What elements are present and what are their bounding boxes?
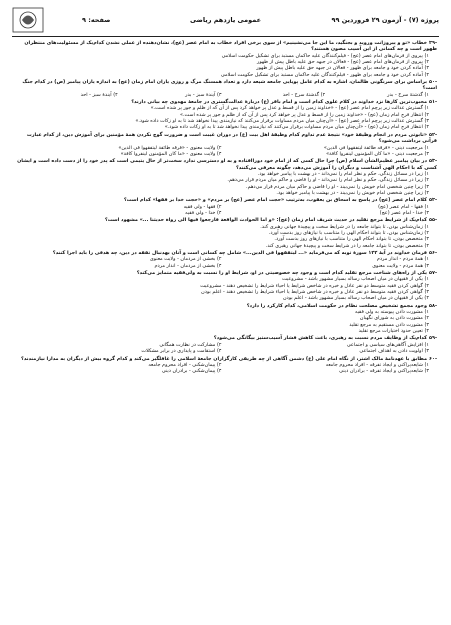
question-text: یکی از راه‌های شناخت مرجع تقلید کدام است و وجود چه خصوصیتی در او، شرایط او را نسبت به ولی‌فقیه متمایز می‌کند؟ bbox=[136, 270, 427, 277]
answer-option: ۲) بخشی از مردمان - ولایت معنوی bbox=[149, 256, 222, 263]
question-block bbox=[14, 303, 437, 335]
question-block bbox=[14, 158, 437, 196]
answer-option: ۳) گواهی کردن فقیه متوسط دو نفر عادل و خبره در شاخص شرایط یا احیاء شرایط را تشخیص دهند - اعلم بودن bbox=[201, 289, 429, 296]
answer-option: ۳) گسترش عدالت زیر پرچم امام عصر (عج) - «آن‌چنان میان مردم مساوات برقرار می‌کنند که نیازمندی پیدا نخواهد شد تا به او زکات داده شود.» bbox=[135, 118, 429, 125]
question-block bbox=[14, 40, 437, 78]
answer-option: ۲) پیروی از فرمان‌های امام عصر (عج) - فعالان در جبهه حق علیه باطل پیش از ظهور bbox=[256, 59, 429, 66]
answer-option: ۴) یکی از فقیهان در میان اصحاب رساله بسیار مشهور باشد - اعلم بودن bbox=[282, 295, 429, 302]
answer-option: ۱) زمان‌شناس بودن، تا بتواند جامعه را در شرایط سخت و پیچیدهٔ جهانی رهبری کند. bbox=[260, 223, 429, 230]
answer-option: ۴) زیرا چنین شخصی امام خویش را نمی‌بیند - در بهشت با پیامبر خواهد بود. bbox=[276, 189, 429, 196]
question-stem bbox=[14, 40, 437, 53]
question-block bbox=[14, 132, 437, 157]
question-block bbox=[14, 197, 437, 216]
answer-option: ۱) مرجعیت دینی - «فرقه طائفة لیتفقهوا فی الدین» bbox=[323, 144, 429, 151]
question-number: -۵۳ bbox=[428, 158, 437, 165]
question-text: کدام‌یک از شرایط مرجع تقلید در حدیث شریف امام زمان (عج): «و اما الحوادث الواقعة فارجعوا فیها الی رواة حدیثنا ...» مشهود است؟ bbox=[104, 217, 427, 224]
question-number: -۵۲ bbox=[428, 131, 437, 138]
answer-options-row bbox=[14, 92, 437, 98]
answer-option: ۲) انتظار فرج امام زمان (عج) - «خداوند زمین را از قسط و عدل پر خواهد کرد پس از آن که از ظلم و جور پر شده است.» bbox=[180, 111, 429, 118]
question-stem bbox=[14, 158, 437, 171]
answer-option: ۱) فقها - امام عصر (عج) bbox=[378, 203, 429, 210]
answer-option: ۴) خدا - ولی فقیه bbox=[185, 209, 222, 216]
answer-option: ۱) زیرا در مسائل زندگی، حکم و نظر امام را نمی‌داند - در بهشت با پیامبر خواهد بود. bbox=[257, 170, 429, 177]
answer-option: ۲) گواهی کردن فقیه متوسط دو نفر عادل و خبره در شاخص شرایط یا احیاء شرایط را تشخیص دهند - مشروعیت bbox=[200, 282, 429, 289]
answer-option: ۴) آماده کردن خود و جامعه برای ظهور - فیلم‌کنندگان علیه حاکمان مستبد برای تشکیل حکومت اسلامی bbox=[220, 71, 429, 78]
question-block bbox=[14, 99, 437, 131]
answer-option: ۴) انتظار فرج امام زمان (عج) - «آن‌چنان میان مردم مساوات برقرار می‌کنند که نیازمندی پیدا نخواهد شد تا به او زکات داده شود.» bbox=[164, 124, 429, 131]
question-number: -۵۱ bbox=[428, 99, 437, 106]
answer-option: ۲) زمان‌شناس بودن، تا بتواند احکام الهی را متناسب با نیازهای روز بدست آورد. bbox=[268, 229, 429, 236]
answer-option: ۳) آیندهٔ سبز - بدر bbox=[185, 91, 222, 98]
answer-option: ۳) همهٔ مردم - ولایت معنوی bbox=[372, 262, 429, 269]
page-header bbox=[12, 6, 439, 37]
question-stem bbox=[14, 132, 437, 145]
question-text: خطاب «تو و پیروزانت وروید و بجنگید، ما این جا می‌نشینیم» از سوی برخی افراد خطاب به امام عصر (عج)، نشان‌دهنده از عملی نشدن کدام‌یک از مسئولیت‌های منتظران ظهور است و چه کسانی از این آسیب مصون هستند؟ bbox=[24, 40, 437, 53]
question-text: براساس برای سرنگونی ظالمان، اشاره به کدام عامل پویایی جامعه شیعه دارد و تعداد همسنگ مرگ و روزی یاران امام زمان (عج) به اندازه یاران پیامبر (ص) در کدام جنگ است؟ bbox=[22, 79, 437, 92]
answer-option: ۳) شایعه‌پراکنی و ایجاد تفرقه - برادران دینی bbox=[339, 368, 429, 375]
question-number: -۵۹ bbox=[428, 335, 437, 342]
answer-option: ۳) متخصص بودن، تا بتواند احکام الهی را متناسب با نیازهای روز بدست آورد. bbox=[274, 236, 429, 243]
answer-option: ۳) اولویت دادن به اهداف اجتماعی bbox=[359, 348, 429, 355]
answer-option: ۴) پیمان‌شکنی - برادران دینی bbox=[161, 368, 222, 375]
page-number: صفحه: ۹ bbox=[82, 16, 111, 24]
answer-option: ۴) ولایت معنوی - «ما کان المؤمنون لینفروا کافة» bbox=[120, 150, 222, 157]
question-number: -۶۰ bbox=[428, 355, 437, 362]
question-block bbox=[14, 335, 437, 354]
answer-option: ۴) بخشی از مردمان - انذار مردم bbox=[154, 262, 222, 269]
question-block bbox=[14, 250, 437, 269]
section-title: عمومی یازدهم ریاضی bbox=[189, 16, 262, 24]
question-text: در بیان پیامبر عظیم‌الشأن اسلام (ص) چرا حال کسی که از امام خود دوراافتاده و به او دسترسی ندارد سخت‌تر از حال یتیمی است که پدر خود را از دست داده است و ایشان کسی که با احکام الهی آشناست و دیگران را آموزش می‌دهد، چگونه معرفی می‌کنند؟ bbox=[17, 158, 437, 171]
answer-option: ۱) مشورت دادن پیوسته به ولی فقیه bbox=[354, 309, 429, 316]
answer-option: ۱) همهٔ مردم - انذار مردم bbox=[376, 256, 429, 263]
answer-options-row bbox=[14, 210, 437, 216]
exam-title: پروژه (۷) - آزمون ۲۹ فروردین ۹۹ bbox=[331, 16, 439, 24]
question-text: مطابق با عهدنامهٔ مالک اشتر، از نگاه امام علی (ع) دشمن آگاهی از چه طریقی کارگزاران جامعهٔ اسلامی را غافلگیر می‌کند و کدام گروه بیش از دیگران به مدارا نیازمندند؟ bbox=[20, 355, 427, 362]
answer-option: ۳) مرجعیت دینی - «ما کان المؤمنون لینفروا کافة» bbox=[326, 150, 429, 157]
question-block bbox=[14, 217, 437, 249]
answer-options-row bbox=[14, 348, 437, 354]
answer-option: ۲) پیمان‌شکنی - افراد محروم جامعه bbox=[148, 361, 222, 368]
question-block bbox=[14, 79, 437, 98]
answer-option: ۳) آماده کردن خود و جامعه برای ظهور - فعالان در جبهه حق علیه باطل پیش از ظهور bbox=[256, 65, 429, 72]
question-text: فرمان خداوند در آیهٔ ۱۲۲ سورهٔ توبه که می‌فرماید «... لیتفقهوا فی الدین...» شامل چه کسانی است و آنان بهدنبال تفقه در دین، چه هدفی را باید اجرا کنند؟ bbox=[52, 250, 427, 256]
answer-option: ۱) گسترش عدالت زیر پرچم امام عصر (عج) - «خداوند زمین را از قسط و عدل پر خواهد کرد پس از آن که از ظلم و جور پر شده است.» bbox=[150, 105, 429, 112]
answer-option: ۳) خدا - امام عصر (عج) bbox=[379, 209, 429, 216]
question-number: -۵۵ bbox=[428, 217, 437, 224]
answer-option: ۱) شایعه‌پراکنی و ایجاد تفرقه - افراد محروم جامعه bbox=[325, 361, 429, 368]
answer-options-row bbox=[14, 151, 437, 157]
answer-option: ۱) گذشتهٔ سرخ - بدر bbox=[387, 91, 429, 98]
answer-option: ۴) آیندهٔ سبز - احد bbox=[80, 91, 118, 98]
answer-option: ۱) پیروی از فرمان‌های امام عصر (عج) - فیلم‌کنندگان علیه حاکمان مستبد برای تشکیل حکومت اسلامی bbox=[221, 52, 429, 59]
question-text: کدام‌یک از وظایف مردم نسبت به رهبری، باعث کاهش فشار آسیب‌ستیز بیگانگی می‌شود؟ bbox=[213, 335, 427, 342]
questions-container bbox=[14, 40, 437, 619]
question-block bbox=[14, 356, 437, 375]
question-number: -۵۸ bbox=[428, 302, 437, 309]
question-block bbox=[14, 270, 437, 302]
answer-option: ۴) تعیین حدود اختیارات مرجع تقلید bbox=[358, 328, 429, 335]
answer-option: ۱) یکی از فقیهان در میان اصحاب رساله بسیار مشهور باشد - مشروعیت bbox=[282, 276, 429, 283]
question-text: محبوب‌ترین کارها نزد خداوند در کلام علوی کدام است و امام باقر (ع) دربارهٔ عدالت‌گستری در جامعهٔ مهدوی چه بیانی دارند؟ bbox=[131, 99, 427, 106]
answer-option: ۳) مشورت دادن مستقیم به مرجع تقلید bbox=[349, 321, 429, 328]
answer-option: ۱) افزایش آگاهی‌های سیاسی و اجتماعی bbox=[346, 341, 429, 348]
answer-options-row bbox=[14, 368, 437, 374]
answer-option: ۳) زیرا چنین شخصی امام خویش را نمی‌بیند - او را قاضی و حاکم میان مردم قرار می‌دهم. bbox=[246, 183, 429, 190]
answer-option: ۲) ولایت معنوی - «فرقه طائفة لیتفقهوا فی الدین» bbox=[118, 144, 222, 151]
answer-option: ۲) فقها - ولی فقیه bbox=[183, 203, 222, 210]
question-text: «تابوتی مردم در انجام وظیفهٔ خود» نتیجهٔ عدم تداوم کدام وظیفهٔ اهل بیت (ع) در دوران غیبت است و ضرورت گوچ نکردن همهٔ مؤمنین برای آموزش دین، از کدام عبارت قرآنی برداشت می‌شود؟ bbox=[26, 131, 437, 145]
question-number: -۴۹ bbox=[428, 40, 437, 46]
question-number: -۵۰ bbox=[428, 79, 437, 86]
question-number: -۵۷ bbox=[428, 270, 437, 277]
question-text: وجود مجمع تشخیص مصلحت نظام در حکومت اسلامی، کدام کارکرد را دارد؟ bbox=[246, 302, 427, 309]
question-stem bbox=[14, 79, 437, 92]
answer-options-row bbox=[14, 263, 437, 269]
answer-option: ۲) مشارکت در نظارت همگانی bbox=[159, 341, 222, 348]
answer-option: ۲) زیرا در مسائل زندگی، حکم و نظر امام را نمی‌داند - او را قاضی و حاکم میان مردم قرار می‌دهم. bbox=[227, 177, 429, 184]
answer-option: ۴) متخصص بودن، تا بتواند جامعه را در شرایط سخت و پیچیدهٔ جهانی رهبری کند. bbox=[265, 242, 429, 249]
question-text: کلام امام عصر (عج) در پاسخ به اسحاق بن یعقوب، به‌ترتیب «حجت امام عصر (عج) بر مردم» و «حجت خدا بر فقها» کدام است؟ bbox=[123, 197, 427, 204]
answer-option: ۴) استقامت و پایداری در برابر مشکلات bbox=[141, 348, 222, 355]
answer-option: ۲) گذشتهٔ سرخ - احد bbox=[282, 91, 326, 98]
question-number: -۵۴ bbox=[428, 197, 437, 204]
question-number: -۵۶ bbox=[428, 250, 437, 256]
answer-option: ۲) مشورت دادن به شورای نگهبان bbox=[359, 315, 429, 322]
